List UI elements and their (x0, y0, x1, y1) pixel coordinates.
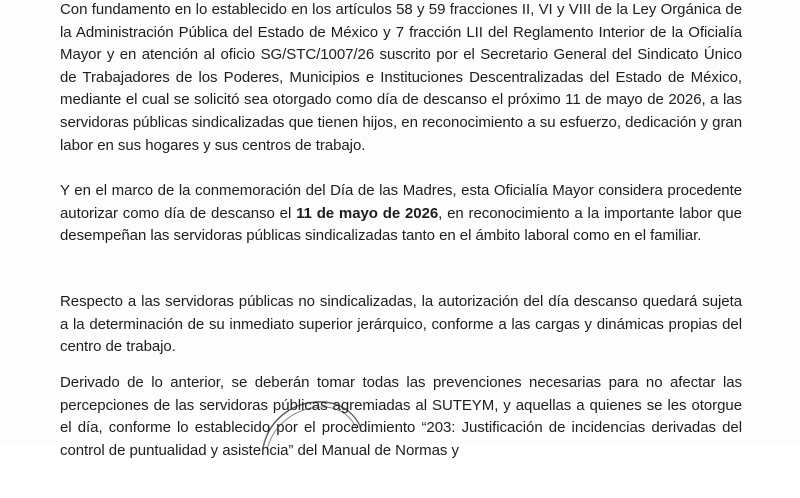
paragraph-legal-basis: Con fundamento en lo establecido en los artículos 58 y 59 fracciones II, VI y VIII de la Ley Orgánica de la Administración Pública del Estado de México y 7 fracción LII del Reglamento Interior de la Oficialía Mayor y en atención al oficio SG/STC/1007/26 suscrito por el Secretario General del Sindicato Único de Trabajadores de los Poderes, Municipios e Instituciones Descentralizadas del Estado de México, mediante el cual se solicitó sea otorgado como día de descanso el próximo 11 de mayo de 2026, a las servidoras públicas sindicalizadas que tienen hijos, en reconocimiento a su esfuerzo, dedicación y gran labor en sus hogares y sus centros de trabajo. (60, 1, 742, 154)
rest-day-date: 11 de mayo de 2026 (296, 204, 439, 222)
paragraph-provisions: Derivado de lo anterior, se deberán tomar todas las prevenciones necesarias para no afectar las percepciones de las servidoras públicas agremiadas al SUTEYM, y aquellas a quienes se les otorgue el día, conforme lo establecido por el procedimiento “203: Justificación de incidencias derivadas del control de puntualidad y asistencia” del Manual de Normas y (60, 374, 742, 459)
paragraph-mothers-day-text-1: Y en el marco de la conmemoración del Día de las Madres, esta Oficialía Mayor considera procedente autorizar como día de descanso el (60, 182, 742, 222)
paragraph-mothers-day-text-2: , en reconocimiento a la importante labor que desempeñan las servidoras públicas sindicalizadas tanto en el ámbito laboral como en el familiar. (60, 204, 742, 245)
paragraph-mothers-day (60, 180, 742, 248)
paragraph-non-union-staff: Respecto a las servidoras públicas no sindicalizadas, la autorización del día descanso quedará sujeta a la determinación de su inmediato superior jerárquico, conforme a las cargas y dinámicas propias del centro de trabajo. (60, 293, 742, 356)
